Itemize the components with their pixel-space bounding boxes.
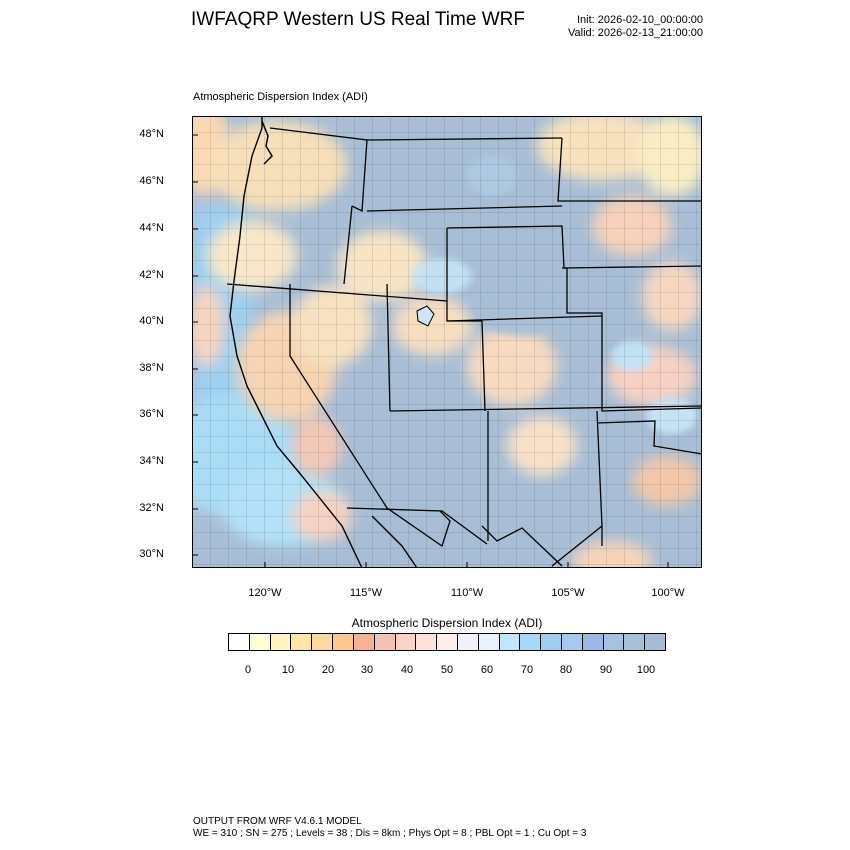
colorbar-label: 90 bbox=[599, 664, 613, 676]
model-config: WE = 310 ; SN = 275 ; Levels = 38 ; Dis = 8km ; Phys Opt = 8 ; PBL Opt = 1 ; Cu Opt = 3 bbox=[193, 828, 587, 839]
colorbar-label: 0 bbox=[244, 664, 252, 676]
colorbar-swatch bbox=[333, 634, 354, 650]
lat-label: 36°N bbox=[139, 408, 164, 420]
lat-label: 40°N bbox=[139, 315, 164, 327]
county-grid bbox=[192, 116, 702, 568]
colorbar-label: 100 bbox=[636, 664, 656, 676]
valid-time: Valid: 2026-02-13_21:00:00 bbox=[568, 27, 703, 39]
colorbar-swatch bbox=[562, 634, 583, 650]
colorbar-label: 40 bbox=[400, 664, 414, 676]
chart-title: IWFAQRP Western US Real Time WRF bbox=[191, 9, 525, 30]
colorbar-label: 70 bbox=[520, 664, 534, 676]
colorbar-label: 10 bbox=[281, 664, 295, 676]
lat-label: 34°N bbox=[139, 455, 164, 467]
lat-label: 46°N bbox=[139, 175, 164, 187]
lon-label: 100°W bbox=[651, 587, 685, 599]
colorbar-swatch bbox=[229, 634, 250, 650]
colorbar-swatch bbox=[645, 634, 665, 650]
colorbar-title: Atmospheric Dispersion Index (ADI) bbox=[351, 616, 543, 630]
colorbar-swatch bbox=[583, 634, 604, 650]
lat-label: 30°N bbox=[139, 548, 164, 560]
lon-label: 120°W bbox=[248, 587, 282, 599]
colorbar-swatch bbox=[375, 634, 396, 650]
lat-label: 44°N bbox=[139, 222, 164, 234]
colorbar-swatch bbox=[541, 634, 562, 650]
model-info: OUTPUT FROM WRF V4.6.1 MODEL bbox=[193, 816, 362, 827]
colorbar-swatch bbox=[458, 634, 479, 650]
colorbar-swatch bbox=[354, 634, 375, 650]
map-subtitle: Atmospheric Dispersion Index (ADI) bbox=[193, 91, 368, 103]
colorbar-label: 20 bbox=[321, 664, 335, 676]
init-time: Init: 2026-02-10_00:00:00 bbox=[577, 14, 703, 26]
colorbar-swatch bbox=[624, 634, 645, 650]
lon-label: 105°W bbox=[551, 587, 585, 599]
colorbar-swatch bbox=[500, 634, 521, 650]
colorbar-swatch bbox=[416, 634, 437, 650]
colorbar-swatch bbox=[479, 634, 500, 650]
colorbar-swatch bbox=[271, 634, 292, 650]
colorbar-swatch bbox=[396, 634, 417, 650]
colorbar-swatch bbox=[312, 634, 333, 650]
colorbar-swatch bbox=[437, 634, 458, 650]
lat-label: 48°N bbox=[139, 128, 164, 140]
colorbar-label: 50 bbox=[440, 664, 454, 676]
colorbar-swatch bbox=[291, 634, 312, 650]
adi-map bbox=[192, 116, 702, 568]
lon-label: 115°W bbox=[349, 587, 383, 599]
lat-label: 32°N bbox=[139, 502, 164, 514]
colorbar-swatch bbox=[250, 634, 271, 650]
lon-label: 110°W bbox=[450, 587, 484, 599]
colorbar-label: 60 bbox=[480, 664, 494, 676]
colorbar-label: 80 bbox=[559, 664, 573, 676]
colorbar-label: 30 bbox=[360, 664, 374, 676]
colorbar bbox=[228, 633, 666, 651]
colorbar-swatch bbox=[520, 634, 541, 650]
colorbar-swatch bbox=[604, 634, 625, 650]
lat-label: 38°N bbox=[139, 362, 164, 374]
lat-label: 42°N bbox=[139, 269, 164, 281]
